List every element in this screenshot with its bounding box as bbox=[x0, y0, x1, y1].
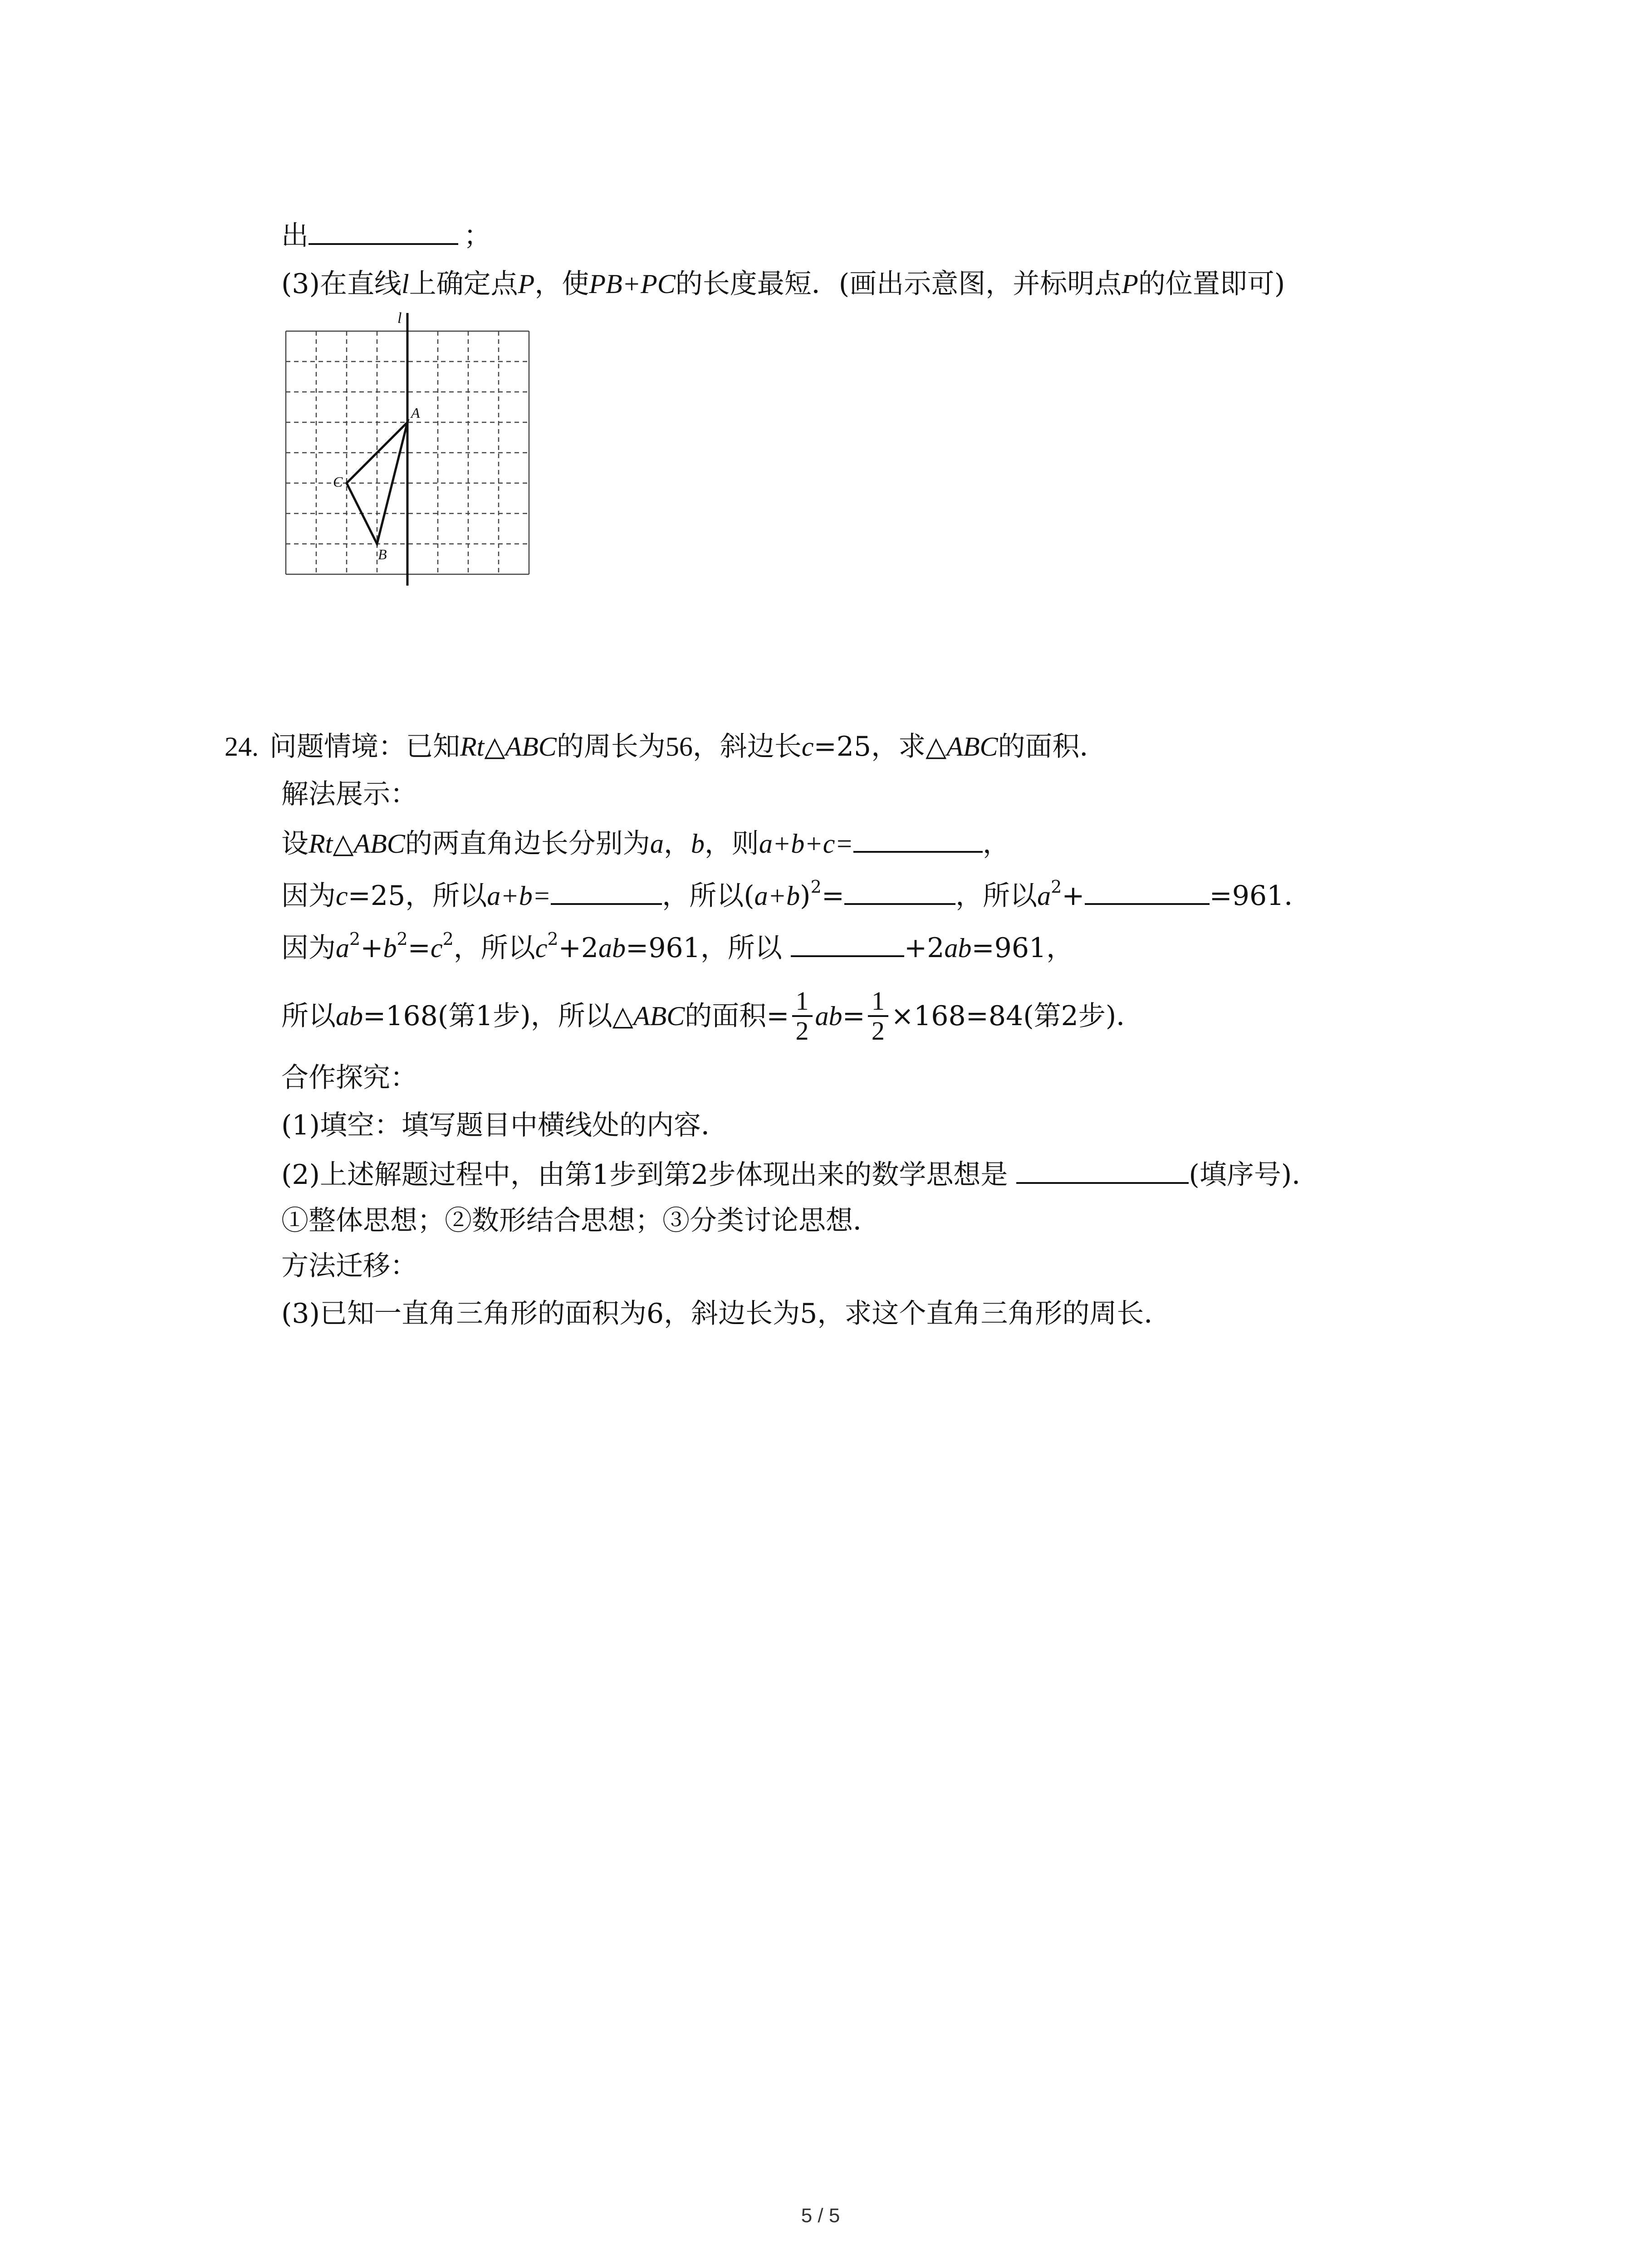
q23-blank-line: 出 ； bbox=[281, 218, 491, 252]
answer-blank[interactable] bbox=[791, 930, 904, 957]
transfer-heading: 方法迁移： bbox=[281, 1250, 417, 1282]
line-l-label: l bbox=[397, 310, 402, 327]
solution-line-3: 因为$a^2+b^2=c^2$，所以$c^2+2ab=961$，所以 +2ab=961， bbox=[281, 929, 1074, 964]
point-c-label: C bbox=[333, 474, 343, 490]
point-b-label: B bbox=[378, 546, 387, 562]
q23-part3: (3)在直线l上确定点P，使PB+PC的长度最短．(画出示意图，并标明点P的位置即可) bbox=[281, 268, 1285, 300]
explore-heading: 合作探究： bbox=[281, 1062, 417, 1094]
grid-figure bbox=[272, 308, 554, 603]
solution-heading: 解法展示： bbox=[281, 778, 417, 810]
q24-stem: 24. 问题情境：已知Rt△ABC的周长为56，斜边长c=25，求△ABC的面积． bbox=[225, 731, 1107, 763]
part-2: (2)上述解题过程中，由第1步到第2步体现出来的数学思想是 (填序号)． bbox=[281, 1157, 1319, 1191]
solution-line-4: 所以ab=168(第1步)，所以△ABC的面积= $\frac{1}{2}$ ab= $\frac{1}{2}$ ×168=84(第2步)． bbox=[281, 986, 1144, 1046]
answer-blank[interactable] bbox=[853, 826, 983, 853]
answer-blank[interactable] bbox=[1085, 878, 1210, 905]
part-1: (1)填空：填写题目中横线处的内容． bbox=[281, 1110, 728, 1141]
part-3: (3)已知一直角三角形的面积为6，斜边长为5，求这个直角三角形的周长． bbox=[281, 1298, 1171, 1330]
answer-blank[interactable] bbox=[844, 878, 955, 905]
solution-line-1: 设Rt△ABC的两直角边长分别为a，b，则a+b+c= ， bbox=[281, 826, 1010, 860]
answer-blank[interactable] bbox=[551, 878, 662, 905]
page-number: 5 / 5 bbox=[801, 2204, 840, 2227]
question-number: 24. bbox=[225, 732, 259, 762]
fraction-one-half: $\frac{1}{2}$ bbox=[868, 987, 888, 1045]
part-2-options: ①整体思想；②数形结合思想；③分类讨论思想． bbox=[281, 1205, 880, 1237]
answer-blank[interactable] bbox=[309, 218, 458, 245]
solution-line-2: 因为c=25，所以a+b= ，所以$(a+b)^2=$ ，所以$a^2+ =961$． bbox=[281, 877, 1312, 912]
point-a-label: A bbox=[411, 405, 420, 421]
fraction-one-half: $\frac{1}{2}$ bbox=[792, 987, 813, 1045]
answer-blank[interactable] bbox=[1016, 1157, 1189, 1184]
